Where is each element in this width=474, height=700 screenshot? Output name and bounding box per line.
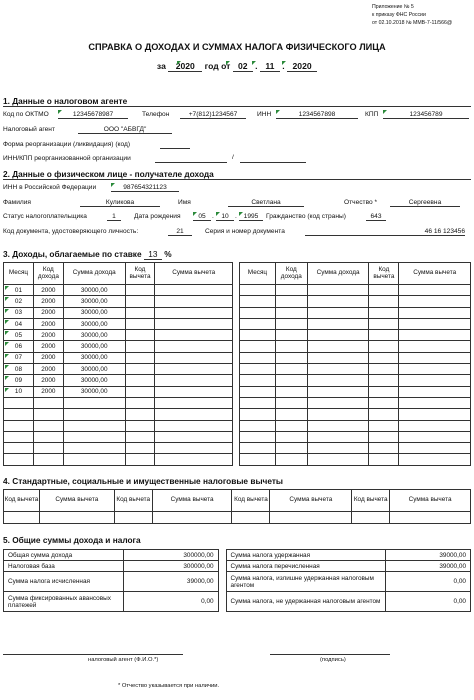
- doc-series-label: Серия и номер документа: [205, 228, 285, 235]
- income-code-cell[interactable]: 2000: [33, 296, 63, 307]
- col-deduction-sum: Сумма вычета: [270, 490, 352, 512]
- month-cell[interactable]: 07: [4, 352, 34, 363]
- patronymic-label: Отчество *: [344, 199, 378, 206]
- reorg-inn-label: ИНН/КПП реорганизованной организации: [3, 155, 131, 162]
- income-row: [4, 364, 233, 375]
- month-cell[interactable]: [4, 443, 34, 454]
- deduction-sum-cell[interactable]: [155, 318, 233, 329]
- income-sum-cell[interactable]: 30000,00: [63, 375, 125, 386]
- income-code-cell[interactable]: 2000: [33, 386, 63, 397]
- col-month: Месяц: [4, 263, 34, 285]
- col-income-sum: Сумма дохода: [63, 263, 125, 285]
- fixed-advance-value[interactable]: 0,00: [123, 592, 218, 612]
- kpp-label: КПП: [365, 111, 379, 118]
- month-cell[interactable]: 10: [4, 386, 34, 397]
- oktmo-field[interactable]: 12345678987: [58, 111, 128, 119]
- col-deduction-code: Код вычета: [232, 490, 270, 512]
- section-1-heading: 1. Данные о налоговом агенте: [3, 96, 128, 106]
- phone-label: Телефон: [142, 111, 170, 118]
- deduction-sum-cell[interactable]: [399, 443, 471, 454]
- oktmo-label: Код по ОКТМО: [3, 111, 49, 118]
- deduction-sum-cell[interactable]: [399, 296, 471, 307]
- col-deduction-code: Код вычета: [114, 490, 152, 512]
- deduction-sum-cell[interactable]: [155, 431, 233, 442]
- reorg-inn-field[interactable]: [155, 155, 227, 163]
- agent-name-label: Налоговый агент: [3, 126, 55, 133]
- slash-separator: /: [232, 154, 234, 161]
- surname-field[interactable]: Куликова: [80, 199, 160, 207]
- deduction-code-cell[interactable]: [369, 454, 399, 465]
- income-code-cell[interactable]: [275, 375, 307, 386]
- income-sum-cell[interactable]: [307, 431, 369, 442]
- month-cell[interactable]: [240, 330, 276, 341]
- doc-year[interactable]: 2020: [287, 61, 317, 72]
- deduction-cell[interactable]: [39, 512, 114, 524]
- month-cell[interactable]: 04: [4, 318, 34, 329]
- signature-caption: (подпись): [320, 657, 346, 663]
- tax-withheld-value[interactable]: 39000,00: [386, 550, 471, 561]
- income-sum-cell[interactable]: [63, 409, 125, 420]
- deduction-sum-cell[interactable]: [399, 386, 471, 397]
- doc-day[interactable]: 02: [233, 61, 253, 72]
- deduction-code-cell[interactable]: [369, 307, 399, 318]
- deduction-code-cell[interactable]: [125, 296, 155, 307]
- deduction-sum-cell[interactable]: [399, 341, 471, 352]
- deduction-sum-cell[interactable]: [155, 420, 233, 431]
- tax-excess-label: Сумма налога, излишне удержанная налоговым агентом: [226, 572, 386, 592]
- income-sum-cell[interactable]: [307, 386, 369, 397]
- citizenship-field[interactable]: 643: [366, 213, 386, 221]
- income-sum-cell[interactable]: 30000,00: [63, 341, 125, 352]
- income-code-cell[interactable]: [275, 352, 307, 363]
- tax-base-label: Налоговая база: [4, 561, 124, 572]
- deduction-cell[interactable]: [232, 512, 270, 524]
- deduction-sum-cell[interactable]: [155, 285, 233, 296]
- deduction-sum-cell[interactable]: [155, 397, 233, 408]
- income-code-cell[interactable]: [275, 330, 307, 341]
- income-sum-cell[interactable]: [63, 454, 125, 465]
- income-row: [4, 341, 233, 352]
- col-deduction-code: Код вычета: [125, 263, 155, 285]
- total-income-value[interactable]: 300000,00: [123, 550, 218, 561]
- deduction-code-cell[interactable]: [369, 364, 399, 375]
- report-year[interactable]: 2020: [168, 61, 202, 72]
- deduction-cell[interactable]: [4, 512, 40, 524]
- birth-date-label: Дата рождения: [134, 213, 181, 220]
- deduction-code-cell[interactable]: [369, 420, 399, 431]
- agent-signature-line[interactable]: [3, 651, 183, 655]
- surname-label: Фамилия: [3, 199, 31, 206]
- deduction-code-cell[interactable]: [125, 386, 155, 397]
- agent-inn-field[interactable]: 1234567898: [276, 111, 358, 119]
- deduction-cell[interactable]: [152, 512, 232, 524]
- deduction-sum-cell[interactable]: [399, 352, 471, 363]
- deduction-sum-cell[interactable]: [155, 454, 233, 465]
- income-code-cell[interactable]: 2000: [33, 352, 63, 363]
- deduction-code-cell[interactable]: [369, 409, 399, 420]
- income-sum-cell[interactable]: [307, 375, 369, 386]
- deduction-code-cell[interactable]: [369, 330, 399, 341]
- income-code-cell[interactable]: [275, 285, 307, 296]
- income-code-cell[interactable]: [275, 409, 307, 420]
- income-row: [240, 307, 471, 318]
- month-cell[interactable]: [240, 431, 276, 442]
- income-code-cell[interactable]: [275, 341, 307, 352]
- deduction-sum-cell[interactable]: [155, 375, 233, 386]
- income-row: [4, 454, 233, 465]
- month-cell[interactable]: [4, 420, 34, 431]
- income-sum-cell[interactable]: [307, 318, 369, 329]
- income-row: [240, 364, 471, 375]
- deduction-sum-cell[interactable]: [155, 341, 233, 352]
- month-cell[interactable]: [240, 409, 276, 420]
- name-label: Имя: [178, 199, 191, 206]
- income-code-cell[interactable]: [275, 397, 307, 408]
- income-sum-cell[interactable]: [307, 397, 369, 408]
- income-row: [4, 296, 233, 307]
- section-4-heading: 4. Стандартные, социальные и имущественные налоговые вычеты: [3, 476, 284, 486]
- deduction-sum-cell[interactable]: [155, 386, 233, 397]
- deduction-code-cell[interactable]: [125, 307, 155, 318]
- income-sum-cell[interactable]: [307, 420, 369, 431]
- doc-code-label: Код документа, удостоверяющего личность:: [3, 228, 139, 235]
- tax-not-withheld-value[interactable]: 0,00: [386, 592, 471, 612]
- income-sum-cell[interactable]: [307, 352, 369, 363]
- month-cell[interactable]: [240, 420, 276, 431]
- income-row: [4, 330, 233, 341]
- doc-series-field[interactable]: 46 16 123456: [305, 228, 465, 236]
- month-cell[interactable]: [4, 454, 34, 465]
- income-row: [240, 454, 471, 465]
- deduction-cell[interactable]: [390, 512, 471, 524]
- income-row: [4, 431, 233, 442]
- deduction-code-cell[interactable]: [369, 386, 399, 397]
- recipient-inn-field[interactable]: 987654321123: [111, 184, 179, 192]
- month-cell[interactable]: [4, 397, 34, 408]
- income-row: [4, 318, 233, 329]
- deduction-code-cell[interactable]: [125, 285, 155, 296]
- income-sum-cell[interactable]: [63, 420, 125, 431]
- income-row: [4, 409, 233, 420]
- income-sum-cell[interactable]: 30000,00: [63, 364, 125, 375]
- deduction-sum-cell[interactable]: [399, 431, 471, 442]
- income-row: [240, 409, 471, 420]
- income-row: [4, 307, 233, 318]
- income-table-left: [3, 262, 233, 466]
- kpp-field[interactable]: 123456789: [383, 111, 469, 119]
- patronymic-field[interactable]: Сергеевна: [390, 199, 460, 207]
- income-sum-cell[interactable]: [63, 443, 125, 454]
- deduction-sum-cell[interactable]: [155, 352, 233, 363]
- recipient-inn-label: ИНН в Российской Федерации: [3, 184, 97, 191]
- income-row: [240, 431, 471, 442]
- status-field[interactable]: 1: [107, 213, 121, 221]
- month-cell[interactable]: [240, 285, 276, 296]
- deduction-code-cell[interactable]: [369, 341, 399, 352]
- income-row: [240, 386, 471, 397]
- footnote: * Отчество указывается при наличии.: [118, 683, 220, 689]
- income-row: [4, 352, 233, 363]
- month-cell[interactable]: 01: [4, 285, 34, 296]
- col-deduction-sum: Сумма вычета: [390, 490, 471, 512]
- income-row: [240, 341, 471, 352]
- income-code-cell[interactable]: [33, 443, 63, 454]
- month-cell[interactable]: [240, 454, 276, 465]
- deduction-sum-cell[interactable]: [155, 330, 233, 341]
- deduction-sum-cell[interactable]: [399, 364, 471, 375]
- deduction-code-cell[interactable]: [125, 420, 155, 431]
- deductions-table: [3, 489, 471, 524]
- month-cell[interactable]: [240, 318, 276, 329]
- income-sum-cell[interactable]: 30000,00: [63, 285, 125, 296]
- deduction-sum-cell[interactable]: [399, 454, 471, 465]
- income-row: [240, 397, 471, 408]
- month-cell[interactable]: [240, 352, 276, 363]
- col-deduction-code: Код вычета: [4, 490, 40, 512]
- tax-not-withheld-label: Сумма налога, не удержанная налоговым агентом: [226, 592, 386, 612]
- tax-rate-field[interactable]: 13: [144, 249, 162, 260]
- income-code-cell[interactable]: 2000: [33, 375, 63, 386]
- phone-field[interactable]: +7(812)1234567: [180, 111, 246, 119]
- deduction-code-cell[interactable]: [369, 285, 399, 296]
- col-month: Месяц: [240, 263, 276, 285]
- deduction-code-cell[interactable]: [125, 454, 155, 465]
- income-sum-cell[interactable]: [307, 285, 369, 296]
- income-sum-cell[interactable]: [307, 364, 369, 375]
- deduction-sum-cell[interactable]: [399, 307, 471, 318]
- deduction-code-cell[interactable]: [125, 352, 155, 363]
- month-cell[interactable]: 03: [4, 307, 34, 318]
- fixed-advance-label: Сумма фиксированных авансовых платежей: [4, 592, 124, 612]
- deduction-code-cell[interactable]: [125, 397, 155, 408]
- income-row: [240, 285, 471, 296]
- income-sum-cell[interactable]: 30000,00: [63, 307, 125, 318]
- deduction-code-cell[interactable]: [369, 431, 399, 442]
- col-deduction-sum: Сумма вычета: [399, 263, 471, 285]
- income-code-cell[interactable]: [275, 420, 307, 431]
- income-code-cell[interactable]: 2000: [33, 318, 63, 329]
- citizenship-label: Гражданство (код страны): [266, 213, 346, 220]
- deduction-code-cell[interactable]: [125, 364, 155, 375]
- birth-day-field[interactable]: 05: [193, 213, 211, 221]
- reorg-kpp-field[interactable]: [240, 155, 306, 163]
- income-code-cell[interactable]: [275, 307, 307, 318]
- deduction-code-cell[interactable]: [125, 330, 155, 341]
- agent-sign-caption: налоговый агент (Ф.И.О.*): [88, 657, 159, 663]
- col-deduction-sum: Сумма вычета: [155, 263, 233, 285]
- status-label: Статус налогоплательщика: [3, 213, 87, 220]
- tax-excess-value[interactable]: 0,00: [386, 572, 471, 592]
- income-code-cell[interactable]: [33, 409, 63, 420]
- income-row: [240, 330, 471, 341]
- agent-name-field[interactable]: ООО "АБВГД": [78, 126, 172, 134]
- col-deduction-code: Код вычета: [369, 263, 399, 285]
- income-row: [240, 352, 471, 363]
- month-cell[interactable]: [240, 375, 276, 386]
- name-field[interactable]: Светлана: [228, 199, 304, 207]
- income-sum-cell[interactable]: [307, 454, 369, 465]
- deduction-code-cell[interactable]: [369, 318, 399, 329]
- income-row: [4, 443, 233, 454]
- col-income-code: Код дохода: [33, 263, 63, 285]
- income-row: [4, 375, 233, 386]
- agent-inn-label: ИНН: [257, 111, 272, 118]
- document-title: СПРАВКА О ДОХОДАХ И СУММАХ НАЛОГА ФИЗИЧЕСКОГО ЛИЦА: [88, 42, 386, 52]
- totals-table: [3, 549, 471, 612]
- income-sum-cell[interactable]: [63, 431, 125, 442]
- month-cell[interactable]: [240, 307, 276, 318]
- deduction-code-cell[interactable]: [125, 375, 155, 386]
- income-sum-cell[interactable]: 30000,00: [63, 296, 125, 307]
- deduction-sum-cell[interactable]: [399, 397, 471, 408]
- section-5-heading: 5. Общие суммы дохода и налога: [3, 535, 141, 545]
- document-date-line: за 2020 год от 02 . 11 . 2020: [0, 61, 474, 72]
- reorg-form-label: Форма реорганизации (ликвидация) (код): [3, 141, 131, 148]
- month-cell[interactable]: [240, 364, 276, 375]
- deduction-cell[interactable]: [114, 512, 152, 524]
- income-code-cell[interactable]: [275, 296, 307, 307]
- month-cell[interactable]: [4, 409, 34, 420]
- income-row: [240, 375, 471, 386]
- tax-calc-value[interactable]: 39000,00: [123, 572, 218, 592]
- col-deduction-code: Код вычета: [352, 490, 390, 512]
- income-table-right: [239, 262, 471, 466]
- tax-transferred-value[interactable]: 39000,00: [386, 561, 471, 572]
- month-cell[interactable]: 06: [4, 341, 34, 352]
- percent-sign: %: [164, 249, 172, 259]
- income-row: [4, 397, 233, 408]
- deduction-code-cell[interactable]: [125, 409, 155, 420]
- god-ot-label: год от: [204, 61, 231, 71]
- month-cell[interactable]: [240, 397, 276, 408]
- za-label: за: [156, 61, 166, 71]
- income-sum-cell[interactable]: 30000,00: [63, 330, 125, 341]
- birth-month-field[interactable]: 10: [216, 213, 234, 221]
- month-cell[interactable]: [4, 431, 34, 442]
- deduction-code-cell[interactable]: [369, 443, 399, 454]
- deduction-sum-cell[interactable]: [155, 296, 233, 307]
- appendix-line: к приказу ФНС России: [372, 12, 426, 18]
- deduction-sum-cell[interactable]: [399, 330, 471, 341]
- tax-base-value[interactable]: 300000,00: [123, 561, 218, 572]
- income-code-cell[interactable]: [275, 386, 307, 397]
- income-code-cell[interactable]: [275, 431, 307, 442]
- reorg-form-field[interactable]: [160, 141, 190, 149]
- deduction-sum-cell[interactable]: [399, 420, 471, 431]
- income-sum-cell[interactable]: [307, 341, 369, 352]
- income-code-cell[interactable]: [33, 431, 63, 442]
- month-cell[interactable]: [240, 341, 276, 352]
- total-income-label: Общая сумма дохода: [4, 550, 124, 561]
- income-code-cell[interactable]: 2000: [33, 330, 63, 341]
- deduction-sum-cell[interactable]: [399, 375, 471, 386]
- income-sum-cell[interactable]: [307, 296, 369, 307]
- section-2-heading: 2. Данные о физическом лице - получателе дохода: [3, 169, 214, 179]
- income-sum-cell[interactable]: 30000,00: [63, 318, 125, 329]
- income-code-cell[interactable]: 2000: [33, 341, 63, 352]
- income-code-cell[interactable]: [33, 454, 63, 465]
- deduction-sum-cell[interactable]: [155, 409, 233, 420]
- appendix-line: от 02.10.2018 № ММВ-7-11/566@: [372, 20, 453, 26]
- deduction-code-cell[interactable]: [125, 318, 155, 329]
- doc-code-field[interactable]: 21: [168, 228, 192, 236]
- section-3-title: 3. Доходы, облагаемые по ставке: [3, 249, 142, 259]
- deduction-code-cell[interactable]: [369, 375, 399, 386]
- appendix-line: Приложение № 5: [372, 4, 414, 10]
- income-code-cell[interactable]: [275, 454, 307, 465]
- income-row: [240, 296, 471, 307]
- deduction-sum-cell[interactable]: [155, 364, 233, 375]
- col-deduction-sum: Сумма вычета: [39, 490, 114, 512]
- income-code-cell[interactable]: [33, 397, 63, 408]
- deduction-cell[interactable]: [270, 512, 352, 524]
- deduction-sum-cell[interactable]: [399, 409, 471, 420]
- birth-year-field[interactable]: 1995: [239, 213, 263, 221]
- income-sum-cell[interactable]: [307, 443, 369, 454]
- income-code-cell[interactable]: 2000: [33, 364, 63, 375]
- tax-transferred-label: Сумма налога перечисленная: [226, 561, 386, 572]
- month-cell[interactable]: 08: [4, 364, 34, 375]
- income-sum-cell[interactable]: 30000,00: [63, 386, 125, 397]
- month-cell[interactable]: [240, 386, 276, 397]
- deduction-code-cell[interactable]: [369, 397, 399, 408]
- col-income-sum: Сумма дохода: [307, 263, 369, 285]
- tax-withheld-label: Сумма налога удержанная: [226, 550, 386, 561]
- col-deduction-sum: Сумма вычета: [152, 490, 232, 512]
- income-row: [4, 285, 233, 296]
- col-income-code: Код дохода: [275, 263, 307, 285]
- income-code-cell[interactable]: 2000: [33, 285, 63, 296]
- income-row: [240, 318, 471, 329]
- deduction-code-cell[interactable]: [125, 443, 155, 454]
- income-row: [240, 443, 471, 454]
- income-code-cell[interactable]: 2000: [33, 307, 63, 318]
- month-cell[interactable]: 09: [4, 375, 34, 386]
- deduction-code-cell[interactable]: [125, 431, 155, 442]
- month-cell[interactable]: [240, 296, 276, 307]
- month-cell[interactable]: 05: [4, 330, 34, 341]
- month-cell[interactable]: [240, 443, 276, 454]
- income-code-cell[interactable]: [275, 443, 307, 454]
- deduction-sum-cell[interactable]: [399, 318, 471, 329]
- doc-month[interactable]: 11: [260, 61, 280, 72]
- income-row: [4, 386, 233, 397]
- income-sum-cell[interactable]: [63, 397, 125, 408]
- income-sum-cell[interactable]: [307, 330, 369, 341]
- income-sum-cell[interactable]: [307, 409, 369, 420]
- income-sum-cell[interactable]: 30000,00: [63, 352, 125, 363]
- deduction-cell[interactable]: [352, 512, 390, 524]
- income-code-cell[interactable]: [33, 420, 63, 431]
- deduction-sum-cell[interactable]: [399, 285, 471, 296]
- section-3-heading: [3, 249, 172, 260]
- income-code-cell[interactable]: [275, 364, 307, 375]
- deduction-sum-cell[interactable]: [155, 307, 233, 318]
- signature-line[interactable]: [270, 651, 390, 655]
- appendix-note: [372, 3, 452, 27]
- tax-calc-label: Сумма налога исчисленная: [4, 572, 124, 592]
- income-row: [240, 420, 471, 431]
- deduction-code-cell[interactable]: [125, 341, 155, 352]
- month-cell[interactable]: 02: [4, 296, 34, 307]
- deduction-code-cell[interactable]: [369, 296, 399, 307]
- deduction-code-cell[interactable]: [369, 352, 399, 363]
- income-code-cell[interactable]: [275, 318, 307, 329]
- deduction-sum-cell[interactable]: [155, 443, 233, 454]
- income-row: [4, 420, 233, 431]
- income-sum-cell[interactable]: [307, 307, 369, 318]
